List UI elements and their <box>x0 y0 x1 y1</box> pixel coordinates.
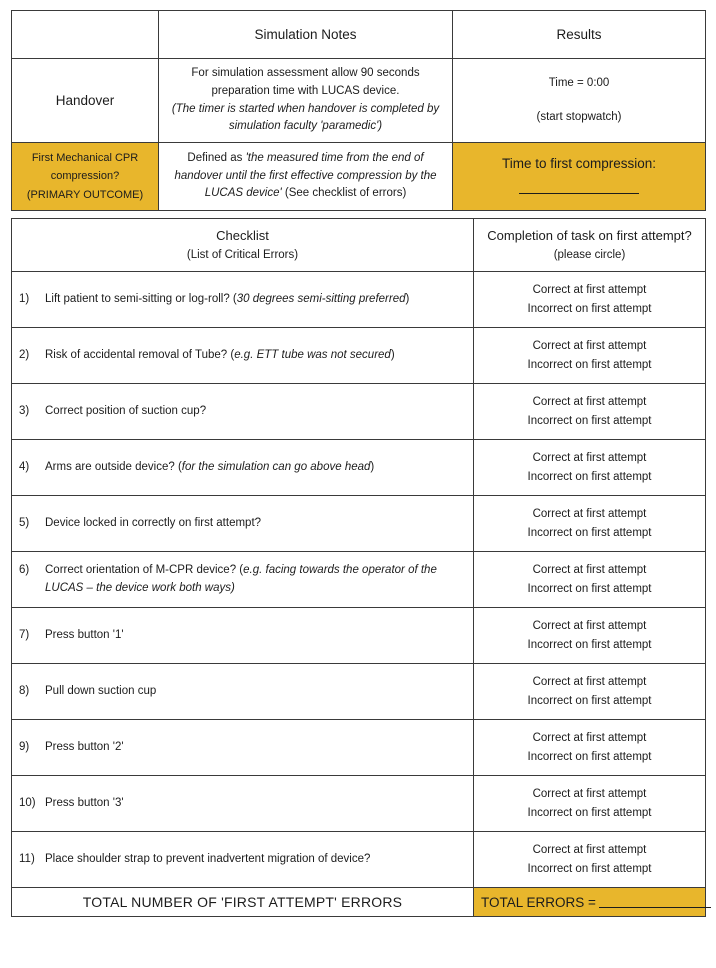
checklist-row <box>12 832 706 888</box>
checklist-item-number: 11) <box>19 852 35 865</box>
checklist-item-number: 1) <box>19 292 30 305</box>
checklist-item-text <box>45 562 462 597</box>
answer-option-correct[interactable]: Correct at first attempt <box>532 283 647 296</box>
handover-notes-line-1: For simulation assessment allow 90 seconds <box>191 67 420 79</box>
checklist-item-text-plain: Correct orientation of M-CPR device? ( <box>45 564 244 577</box>
handover-results <box>453 59 706 143</box>
checklist-item-text-plain: Arms are outside device? ( <box>45 460 182 473</box>
checklist-task-cell <box>12 776 474 832</box>
checklist-item-text-plain: Risk of accidental removal of Tube? ( <box>45 348 235 361</box>
checklist-answer-cell <box>474 608 706 664</box>
spacer <box>460 93 698 109</box>
answer-option-correct[interactable]: Correct at first attempt <box>532 619 647 632</box>
checklist-answer-cell <box>474 496 706 552</box>
checklist-task-cell <box>12 328 474 384</box>
answer-option-correct[interactable]: Correct at first attempt <box>532 339 647 352</box>
answer-option-incorrect[interactable]: Incorrect on first attempt <box>527 694 652 707</box>
time-to-first-compression-blank[interactable] <box>519 193 639 194</box>
answer-option-incorrect[interactable]: Incorrect on first attempt <box>527 638 652 651</box>
checklist-task-cell <box>12 720 474 776</box>
checklist-table <box>11 218 706 917</box>
checklist-item-number: 10) <box>19 796 36 809</box>
checklist-header-task <box>12 218 474 271</box>
checklist-item-number: 3) <box>19 404 30 417</box>
answer-option-incorrect[interactable]: Incorrect on first attempt <box>527 414 652 427</box>
checklist-item-text-italic: e.g. facing towards the operator of the LUCAS – the device work both ways) <box>45 564 437 594</box>
primary-outcome-notes <box>159 143 453 210</box>
handover-notes-line-4: simulation faculty 'paramedic') <box>228 120 383 133</box>
simulation-notes-table <box>11 10 706 211</box>
checklist-task-cell <box>12 832 474 888</box>
answer-option-correct[interactable]: Correct at first attempt <box>532 787 647 800</box>
checklist-item-number: 7) <box>19 628 30 641</box>
checklist-item-text-italic: e.g. ETT tube was not secured <box>234 348 391 361</box>
checklist-item-text-plain: Pull down suction cup <box>45 684 157 697</box>
checklist-item-number: 5) <box>19 516 30 529</box>
checklist-row <box>12 328 706 384</box>
handover-notes <box>159 59 453 143</box>
table-divider-gap <box>11 211 705 218</box>
checklist-item-number: 2) <box>19 348 30 361</box>
answer-option-correct[interactable]: Correct at first attempt <box>532 563 647 576</box>
completion-subtitle: (please circle) <box>553 249 626 262</box>
checklist-subtitle: (List of Critical Errors) <box>186 249 299 262</box>
checklist-item-text-plain: Press button '3' <box>45 796 124 809</box>
handover-row <box>12 59 706 143</box>
checklist-task-cell <box>12 384 474 440</box>
checklist-task-cell <box>12 496 474 552</box>
answer-option-incorrect[interactable]: Incorrect on first attempt <box>527 526 652 539</box>
checklist-answer-cell <box>474 440 706 496</box>
checklist-item-text-plain: Press button '1' <box>45 628 124 641</box>
answer-option-incorrect[interactable]: Incorrect on first attempt <box>527 582 652 595</box>
primary-outcome-line-3: (PRIMARY OUTCOME) <box>26 188 144 201</box>
checklist-answer-cell <box>474 832 706 888</box>
checklist-row <box>12 552 706 608</box>
checklist-item-text <box>45 683 462 700</box>
checklist-item-text <box>45 851 462 868</box>
answer-option-correct[interactable]: Correct at first attempt <box>532 451 647 464</box>
checklist-item-text-plain: Place shoulder strap to prevent inadvertent migration of device? <box>45 852 371 865</box>
checklist-item-text-tail: ) <box>370 460 375 473</box>
checklist-row <box>12 440 706 496</box>
checklist-item-text-plain: Lift patient to semi-sitting or log-roll? ( <box>45 292 237 305</box>
checklist-task-cell <box>12 552 474 608</box>
answer-option-correct[interactable]: Correct at first attempt <box>532 395 647 408</box>
header-blank <box>12 11 159 59</box>
answer-option-incorrect[interactable]: Incorrect on first attempt <box>527 470 652 483</box>
checklist-row <box>12 664 706 720</box>
total-errors-value-cell[interactable] <box>474 888 706 917</box>
checklist-item-number: 4) <box>19 460 30 473</box>
start-stopwatch-note: (start stopwatch) <box>536 110 622 123</box>
checklist-item-text <box>45 347 462 364</box>
checklist-row <box>12 272 706 328</box>
checklist-task-cell <box>12 272 474 328</box>
checklist-answer-cell <box>474 664 706 720</box>
total-errors-label: TOTAL NUMBER OF 'FIRST ATTEMPT' ERRORS <box>12 888 474 917</box>
primary-outcome-row <box>12 143 706 210</box>
answer-option-correct[interactable]: Correct at first attempt <box>532 675 647 688</box>
checklist-row <box>12 608 706 664</box>
checklist-answer-cell <box>474 328 706 384</box>
answer-option-incorrect[interactable]: Incorrect on first attempt <box>527 806 652 819</box>
time-to-first-compression-label: Time to first compression: <box>501 156 657 172</box>
answer-option-incorrect[interactable]: Incorrect on first attempt <box>527 358 652 371</box>
checklist-item-text <box>45 459 462 476</box>
checklist-answer-cell <box>474 776 706 832</box>
checklist-task-cell <box>12 608 474 664</box>
checklist-answer-cell <box>474 720 706 776</box>
checklist-item-text-italic: for the simulation can go above head <box>181 460 371 473</box>
checklist-header-row <box>12 218 706 271</box>
checklist-answer-cell <box>474 384 706 440</box>
answer-option-correct[interactable]: Correct at first attempt <box>532 843 647 856</box>
checklist-item-text-plain: Device locked in correctly on first attempt? <box>45 516 262 529</box>
checklist-item-text-italic: 30 degrees semi-sitting preferred <box>236 292 406 305</box>
answer-option-correct[interactable]: Correct at first attempt <box>532 507 647 520</box>
primary-outcome-line-2: compression? <box>50 170 120 183</box>
checklist-title: Checklist <box>216 227 269 243</box>
definition-prefix: Defined as <box>187 151 246 164</box>
handover-notes-line-2: preparation time with LUCAS device. <box>211 84 400 97</box>
answer-option-incorrect[interactable]: Incorrect on first attempt <box>527 302 652 315</box>
checklist-item-number: 9) <box>19 740 30 753</box>
total-errors-value-prefix: TOTAL ERRORS = <box>481 894 596 910</box>
checklist-item-text-tail: ) <box>405 292 410 305</box>
checklist-item-text <box>45 291 462 308</box>
checklist-item-text-plain: Press button '2' <box>45 740 124 753</box>
header-results: Results <box>453 11 706 59</box>
answer-option-incorrect[interactable]: Incorrect on first attempt <box>527 750 652 763</box>
completion-title: Completion of task on first attempt? <box>487 227 692 243</box>
checklist-row <box>12 496 706 552</box>
primary-outcome-label <box>12 143 159 210</box>
checklist-header-answer <box>474 218 706 271</box>
total-errors-row <box>12 888 706 917</box>
definition-italic: 'the measured time from the end of handover until the first effective compression by the LUCAS device' <box>174 151 437 200</box>
checklist-item-text-plain: Correct position of suction cup? <box>45 404 207 417</box>
checklist-item-text <box>45 795 462 812</box>
checklist-item-text <box>45 515 462 532</box>
total-errors-blank[interactable] <box>599 907 711 908</box>
table-header-row <box>12 11 706 59</box>
handover-notes-line-3: (The timer is started when handover is completed by <box>171 102 440 115</box>
checklist-row <box>12 776 706 832</box>
definition-suffix: (See checklist of errors) <box>281 187 407 200</box>
time-to-first-compression-cell <box>453 143 706 210</box>
checklist-item-number: 6) <box>19 564 30 577</box>
checklist-item-text-tail: ) <box>390 348 395 361</box>
header-simulation-notes: Simulation Notes <box>159 11 453 59</box>
primary-outcome-line-1: First Mechanical CPR <box>31 152 139 165</box>
answer-option-correct[interactable]: Correct at first attempt <box>532 731 647 744</box>
handover-label: Handover <box>12 59 159 143</box>
checklist-item-text <box>45 403 462 420</box>
checklist-item-text <box>45 739 462 756</box>
checklist-item-number: 8) <box>19 684 30 697</box>
checklist-row <box>12 384 706 440</box>
checklist-task-cell <box>12 440 474 496</box>
checklist-answer-cell <box>474 552 706 608</box>
checklist-row <box>12 720 706 776</box>
answer-option-incorrect[interactable]: Incorrect on first attempt <box>527 862 652 875</box>
handover-time-value: Time = 0:00 <box>548 77 610 90</box>
checklist-task-cell <box>12 664 474 720</box>
checklist-item-text <box>45 627 462 644</box>
checklist-answer-cell <box>474 272 706 328</box>
